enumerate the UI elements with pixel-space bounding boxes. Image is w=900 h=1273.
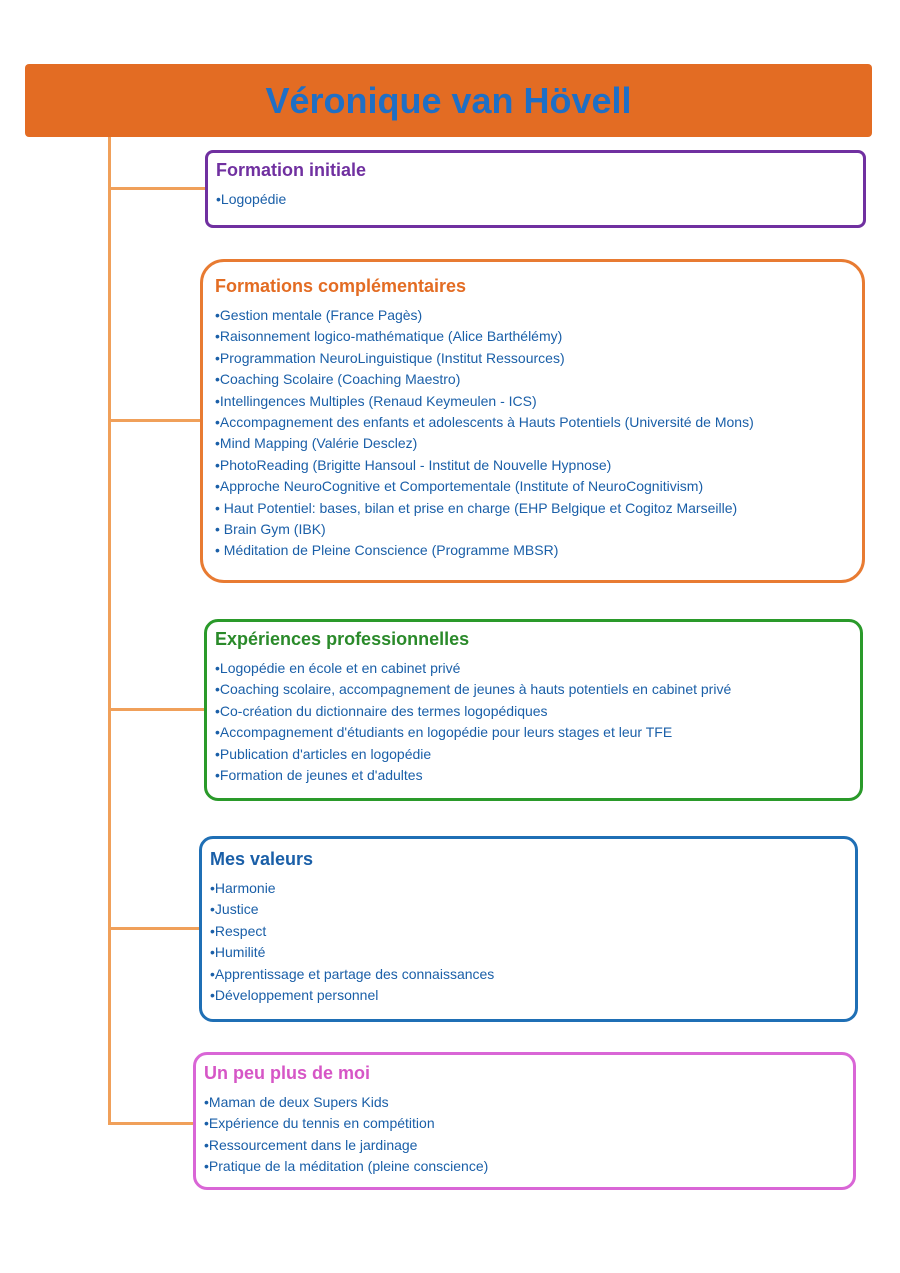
list-item: • Haut Potentiel: bases, bilan et prise en charge (EHP Belgique et Cogitoz Marseille) xyxy=(215,498,852,519)
section-mes-valeurs xyxy=(199,836,858,1022)
list-item: • Publication d'articles en logopédie xyxy=(215,744,850,765)
list-item: • Justice xyxy=(210,899,845,920)
list-item: • Logopédie en école et en cabinet privé xyxy=(215,658,850,679)
connector-branch-valeurs xyxy=(108,927,199,930)
list-item: • Respect xyxy=(210,921,845,942)
list-item: • Maman de deux Supers Kids xyxy=(204,1092,843,1113)
section-heading: Un peu plus de moi xyxy=(204,1063,371,1083)
title-banner xyxy=(25,64,872,137)
list-item: • Coaching scolaire, accompagnement de jeunes à hauts potentiels en cabinet privé xyxy=(215,679,850,700)
list-item: • Mind Mapping (Valérie Desclez) xyxy=(215,433,852,454)
section-formation-initiale xyxy=(205,150,866,228)
section-heading: Mes valeurs xyxy=(210,849,314,869)
section-experiences-professionnelles xyxy=(204,619,863,801)
list-item: • Humilité xyxy=(210,942,845,963)
page-title: Véronique van Hövell xyxy=(265,79,632,121)
item-list xyxy=(215,658,850,786)
list-item: • Brain Gym (IBK) xyxy=(215,519,852,540)
section-un-peu-plus-de-moi xyxy=(193,1052,856,1190)
connector-trunk xyxy=(108,137,111,1125)
section-heading: Formation initiale xyxy=(216,160,367,180)
section-heading: Formations complémentaires xyxy=(215,276,467,296)
list-item: • Raisonnement logico-mathématique (Alice Barthélémy) xyxy=(215,326,852,347)
item-list xyxy=(204,1092,843,1178)
list-item: • Programmation NeuroLinguistique (Institut Ressources) xyxy=(215,348,852,369)
list-item: • Logopédie xyxy=(216,189,853,210)
item-list xyxy=(216,189,853,210)
list-item: • Approche NeuroCognitive et Comportementale (Institute of NeuroCognitivism) xyxy=(215,476,852,497)
connector-branch-plus xyxy=(108,1122,193,1125)
connector-branch-formation-initiale xyxy=(108,187,205,190)
list-item: • Formation de jeunes et d'adultes xyxy=(215,765,850,786)
list-item: • Harmonie xyxy=(210,878,845,899)
list-item: • PhotoReading (Brigitte Hansoul - Institut de Nouvelle Hypnose) xyxy=(215,455,852,476)
list-item: • Co-création du dictionnaire des termes logopédiques xyxy=(215,701,850,722)
list-item: • Accompagnement d'étudiants en logopédie pour leurs stages et leur TFE xyxy=(215,722,850,743)
list-item: • Développement personnel xyxy=(210,985,845,1006)
list-item: • Méditation de Pleine Conscience (Programme MBSR) xyxy=(215,540,852,561)
list-item: • Accompagnement des enfants et adolescents à Hauts Potentiels (Université de Mons) xyxy=(215,412,852,433)
list-item: • Ressourcement dans le jardinage xyxy=(204,1135,843,1156)
connector-branch-formations-complementaires xyxy=(108,419,200,422)
section-formations-complementaires xyxy=(200,259,865,583)
list-item: • Coaching Scolaire (Coaching Maestro) xyxy=(215,369,852,390)
list-item: • Apprentissage et partage des connaissances xyxy=(210,964,845,985)
connector-branch-experiences xyxy=(108,708,204,711)
list-item: • Expérience du tennis en compétition xyxy=(204,1113,843,1134)
section-heading: Expériences professionnelles xyxy=(215,629,470,649)
item-list xyxy=(215,305,852,562)
list-item: • Pratique de la méditation (pleine conscience) xyxy=(204,1156,843,1177)
list-item: • Intellingences Multiples (Renaud Keymeulen - ICS) xyxy=(215,391,852,412)
item-list xyxy=(210,878,845,1006)
list-item: • Gestion mentale (France Pagès) xyxy=(215,305,852,326)
